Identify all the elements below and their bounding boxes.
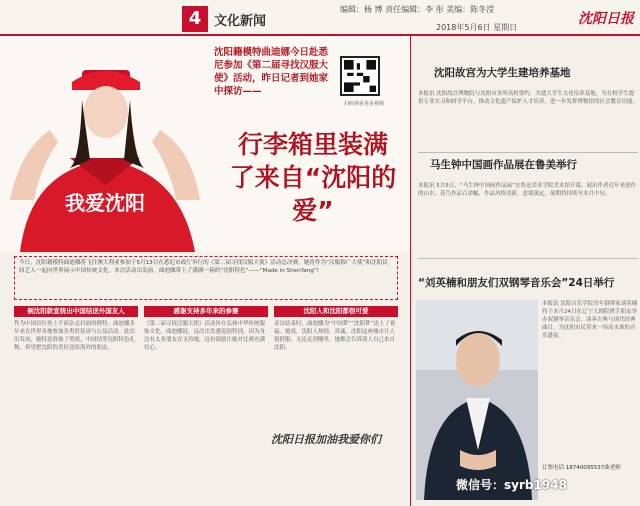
- feature-headline: 行李箱里装满了来自“沈阳的爱”: [229, 130, 397, 225]
- pianist-photo: [416, 300, 538, 500]
- divider: [418, 152, 638, 153]
- page-header: [0, 0, 640, 36]
- section-title: 文化新闻: [214, 14, 267, 29]
- qr-code-icon[interactable]: [340, 56, 380, 96]
- shirt-slogan: 我爱沈阳: [65, 191, 145, 215]
- qr-code-caption: 扫码观看更多视频: [343, 101, 384, 107]
- divider: [418, 258, 638, 259]
- article-body: 本报讯 沈阳故宫博物院与沈阳市多所高校签约，共建大学生文化培养基地，为在校学生提供专业实习和研学平台，推动文化遗产保护人才培养，进一步发挥博物馆的社会教育功能。: [418, 91, 638, 105]
- feature-intro: 沈阳籍模特曲迪娜今日赴悉尼参加《第二届寻找汉服大使》活动，昨日记者到她家中探访——: [214, 47, 329, 97]
- article-column: 采访结束时，曲迪娜为“中国梦”“沈阳梦”送上了祝福。她说，沈阳人热情、真诚，沈阳这座城市让人很舒服，无论走到哪里，她都会告诉别人自己来自沈阳。: [274, 321, 396, 351]
- wechat-watermark: 微信号：syrb1948: [456, 478, 567, 492]
- ticket-phone: 订票电话 18740095537曲老师: [542, 465, 621, 471]
- column-subhead: 倒沈阳款宣统出中国结送外国友人: [14, 306, 138, 317]
- feature-hero: [0, 36, 410, 252]
- page-number: 4: [182, 6, 208, 32]
- article-title: 沈阳故宫为大学生建培养基地: [434, 67, 571, 79]
- newspaper-logo: 沈阳日报: [578, 11, 634, 27]
- column-divider: [410, 36, 411, 506]
- article-column: 作为中国首位登上平面杂志封面的模特，曲迪娜多年来在世界各地参加各类时装周与公益活动。此次出发前，她特意准备了剪纸、中国结等沈阳特色礼物，希望把沈阳的美好送给海外的朋友。: [14, 321, 136, 351]
- column-subhead: 感谢支持多年来的参赛: [144, 306, 268, 317]
- article-body: 本报讯 5月5日，“马生钟中国画作品展”在鲁迅美术学院美术馆开幕，展出作者近年来创作的山水、花鸟作品百余幅，作品风格清新，意境深远，展期将持续至本月中旬。: [418, 183, 636, 197]
- feature-lead-paragraph: 今日，沈阳籍模特曲迪娜将飞往澳大利亚参加于5月13日在悉尼市政厅举行的《第二届寻找汉服大使》活动总决赛，她将作为“汉服推广大使”和沈阳民间艺人一起向世界展示中国传统文化。本次活动出发前，曲迪娜带上了满满一箱的“沈阳特色”——“Made in ShenYang”!: [14, 256, 398, 300]
- article-title: “刘英楠和朋友们双钢琴音乐会”24日举行: [418, 277, 615, 289]
- issue-date: 2018年5月6日 星期日: [436, 23, 518, 32]
- editor-credits: 编辑：杨 博 责任编辑：李 彤 美编：陈冬滢: [340, 5, 495, 14]
- model-photo: [0, 50, 210, 252]
- column-subhead: 沈阳人和沈阳都很可爱: [274, 306, 398, 317]
- article-title: 马生钟中国画作品展在鲁美举行: [430, 159, 577, 171]
- article-column: 《第二届寻找汉服大使》活动旨在弘扬中华传统服饰文化。曲迪娜说，这次出发感觉很特别，因为身边有太多朋友在支持她，这份鼓励让她对比赛充满信心。: [144, 321, 266, 351]
- news-briefs: [414, 36, 640, 506]
- handwritten-signature: 沈阳日报加油我爱你们: [271, 433, 381, 446]
- article-body: 本报讯 沈阳音乐学院青年钢琴家刘英楠将于本月24日在辽宁大剧院携手朋友举办双钢琴音乐会，演奏古典与现代经典曲目，为沈阳市民带来一场高水准的音乐盛宴。: [542, 301, 638, 339]
